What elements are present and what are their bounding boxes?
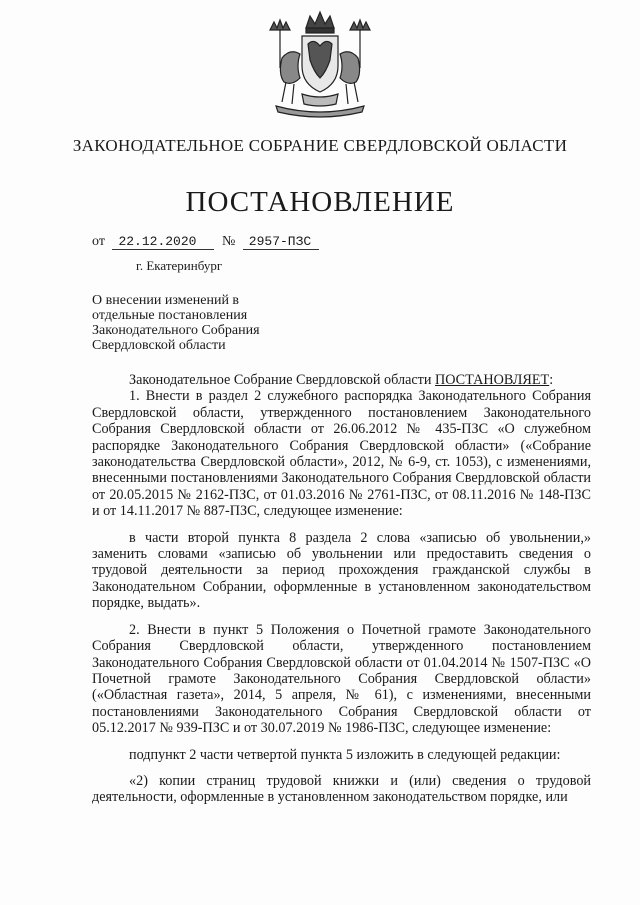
intro-paragraph (92, 372, 591, 388)
from-label: от (92, 234, 105, 249)
document-date: 22.12.2020 (112, 234, 214, 250)
subject-line: отдельные постановления (92, 308, 248, 323)
intro-suffix: : (549, 372, 554, 388)
item-1-change-paragraph: в части второй пункта 8 раздела 2 слова «записью об увольнении,» заменить словами «записью об увольнении или предоставить сведения о трудовой деятельности за период прохождения гражданской службы в Законодательном Собрании, оформленные в установленном законодательством порядке, выдать». (92, 529, 591, 612)
decree-word: ПОСТАНОВЛЯЕТ (435, 372, 550, 388)
subject-line: О внесении изменений в (92, 293, 240, 308)
assembly-name: ЗАКОНОДАТЕЛЬНОЕ СОБРАНИЕ СВЕРДЛОВСКОЙ ОБЛАСТИ (72, 136, 568, 155)
item-1-paragraph: 1. Внести в раздел 2 служебного распорядка Законодательного Собрания Свердловской области, утвержденного постановлением Законодательного Собрания Свердловской области от 26.06.2012 № 435-ПЗС «О служебном распорядке Законодательного Собрания Свердловской области» («Собрание законодательства Свердловской области», 2012, № 6-9, ст. 1053), с изменениями, внесенными постановлениями Законодательного Собрания Свердловской области от 20.05.2015 № 2162-ПЗС, от 01.03.2016 № 2761-ПЗС, от 08.11.2016 № 148-ПЗС и от 14.11.2017 № 887-ПЗС, следующее изменение: (92, 388, 591, 520)
document-body (92, 372, 591, 806)
subject-heading (92, 293, 322, 353)
document-number: 2957-ПЗС (243, 234, 319, 250)
subject-line: Законодательного Собрания (92, 323, 260, 338)
item-2-quote-paragraph: «2) копии страниц трудовой книжки и (или) сведения о трудовой деятельности, оформленные в установленном законодательством порядке, или (92, 772, 591, 806)
city: г. Екатеринбург (136, 258, 223, 273)
subject-line: Свердловской области (92, 338, 226, 353)
document-title: ПОСТАНОВЛЕНИЕ (185, 186, 455, 218)
number-label: № (221, 234, 236, 249)
item-2-change-paragraph: подпункт 2 части четвертой пункта 5 изложить в следующей редакции: (129, 746, 561, 763)
item-2-paragraph: 2. Внести в пункт 5 Положения о Почетной грамоте Законодательного Собрания Свердловской области, утвержденного постановлением Законодательного Собрания Свердловской области от 01.04.2014 № 1507-ПЗС «О Почетной грамоте Законодательного Собрания Свердловской области» («Областная газета», 2014, 5 апреля, № 61), с изменениями, внесенными постановлениями Законодательного Собрания Свердловской области от 05.12.2017 № 939-ПЗС и от 30.07.2019 № 1986-ПЗС, следующее изменение: (92, 621, 591, 737)
date-number-line (92, 234, 323, 250)
coat-of-arms-icon (262, 8, 378, 120)
intro-prefix: Законодательное Собрание Свердловской области (129, 372, 436, 388)
